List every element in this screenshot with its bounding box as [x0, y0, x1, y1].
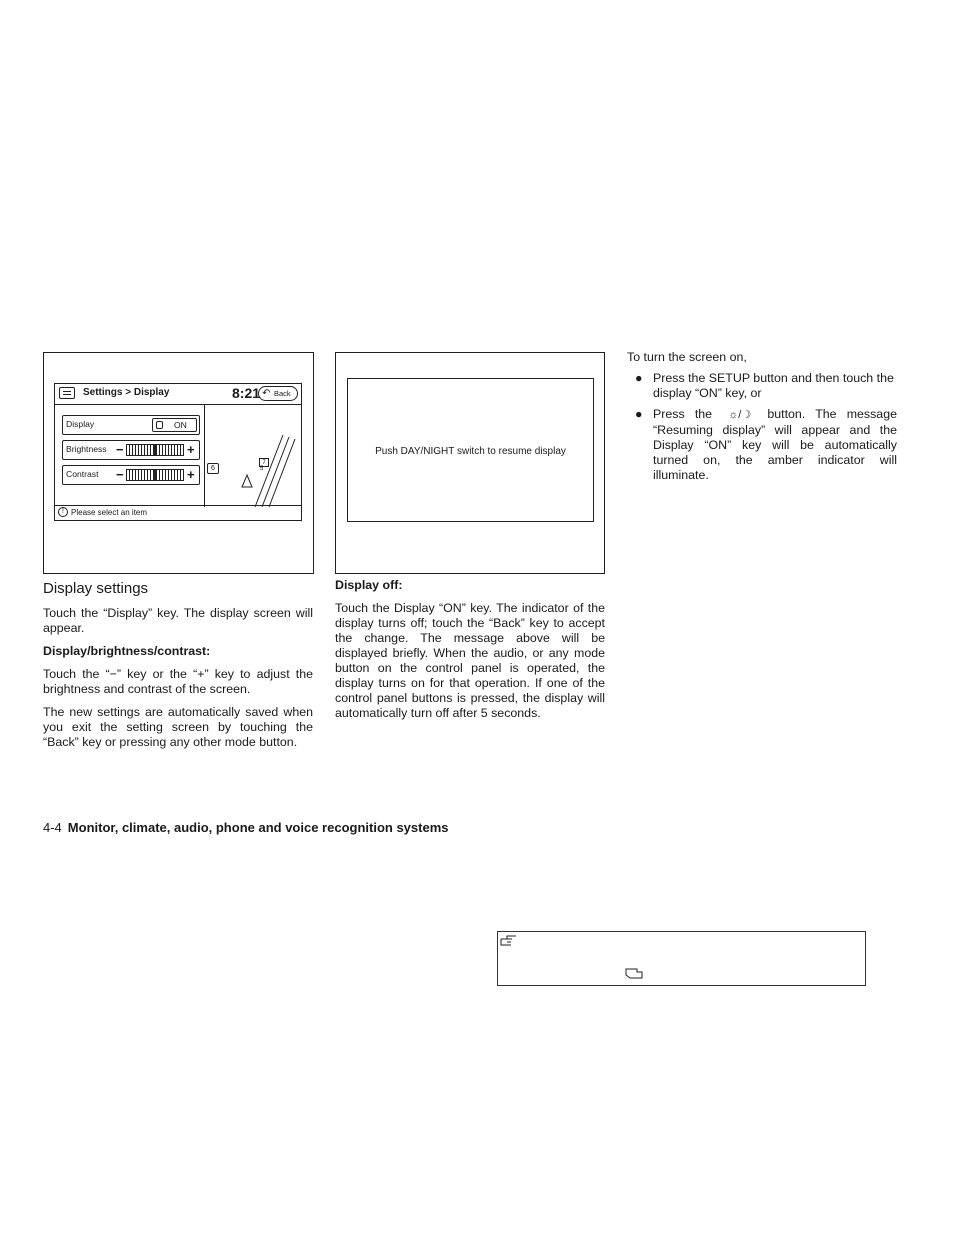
paragraph: The new settings are automatically saved when you exit the setting screen by touching the “Back” key or pressing any other mode button.	[43, 705, 313, 749]
bullet-list	[627, 371, 897, 483]
brightness-level-marker	[153, 444, 157, 456]
contrast-level-marker	[153, 469, 157, 481]
section-title: Display settings	[43, 580, 149, 597]
display-on-toggle[interactable]	[152, 418, 197, 432]
brightness-minus-button[interactable]: −	[116, 442, 124, 457]
brightness-key	[62, 440, 200, 460]
blank-screen	[347, 378, 594, 522]
contrast-key	[62, 465, 200, 485]
day-night-icon: ☼/☽	[728, 409, 752, 421]
paragraph: Touch the “−” key or the “+” key to adjust the brightness and contrast of the screen.	[43, 667, 313, 696]
list-item-text: Press the SETUP button and then touch the display “ON” key, or	[653, 371, 894, 400]
page-number: 4-4	[43, 820, 62, 835]
brightness-label: Brightness	[66, 444, 107, 454]
info-icon: !	[58, 507, 68, 517]
page-footer	[43, 820, 448, 836]
paragraph: To turn the screen on,	[627, 350, 747, 364]
paragraph: Touch the “Display” key. The display screen will appear.	[43, 606, 313, 635]
back-button[interactable]	[258, 386, 298, 401]
column-2	[335, 578, 605, 729]
subheading: Display off:	[335, 578, 403, 592]
resume-display-message: Push DAY/NIGHT switch to resume display	[375, 446, 566, 457]
bullet-icon: ●	[635, 371, 643, 385]
list-item-text-post: button. The message “Resuming display” will appear and the Display “ON” key will be automatically turned on, the amber indicator will illuminate.	[653, 407, 897, 482]
screen-header	[55, 384, 301, 405]
display-key-label: Display	[66, 419, 95, 429]
column-3	[627, 350, 897, 489]
list-item	[627, 407, 897, 483]
back-label: Back	[274, 389, 291, 398]
subheading: Display/brightness/contrast:	[43, 644, 211, 658]
map-area	[205, 405, 301, 507]
display-settings-figure	[43, 352, 314, 574]
list-item	[627, 371, 897, 401]
contrast-minus-button[interactable]: −	[116, 467, 124, 482]
back-arrow-icon: ↶	[262, 388, 271, 399]
pointing-hand-icon	[500, 933, 518, 947]
paragraph: Touch the Display “ON” key. The indicator of the display turns off; touch the “Back” key to accept the change. The message above will be displayed briefly. When the audio, or any mode button on the control panel is operated, the display turns on for that operation. If one of the control panel buttons is pressed, the display will automatically turn off after 5 seconds.	[335, 601, 605, 720]
footer-section-title: Monitor, climate, audio, phone and voice recognition systems	[67, 820, 449, 835]
display-key[interactable]	[62, 415, 200, 435]
column-1	[43, 580, 313, 758]
bullet-icon: ●	[635, 407, 643, 421]
contrast-level-bar	[126, 469, 184, 481]
screen-footer	[55, 505, 301, 520]
status-message: Please select an item	[71, 508, 148, 517]
contrast-label: Contrast	[66, 469, 99, 479]
brightness-plus-button[interactable]: +	[187, 442, 195, 457]
list-item-text-pre: Press the	[653, 407, 713, 421]
display-off-figure	[335, 352, 605, 574]
map-marker-7: 7	[259, 458, 269, 467]
contrast-plus-button[interactable]: +	[187, 467, 195, 482]
note-box	[497, 931, 866, 986]
nav-screen	[54, 383, 302, 521]
clock: 8:21	[232, 385, 261, 401]
display-on-label: ON	[174, 420, 187, 430]
settings-menu-icon[interactable]	[59, 387, 75, 399]
pointing-hand-icon	[625, 967, 643, 979]
on-indicator-icon	[156, 421, 163, 429]
map-marker-5: 5	[260, 466, 264, 472]
screen-title: Settings > Display	[83, 387, 170, 398]
brightness-level-bar	[126, 444, 184, 456]
map-marker-6: 6	[207, 463, 219, 474]
